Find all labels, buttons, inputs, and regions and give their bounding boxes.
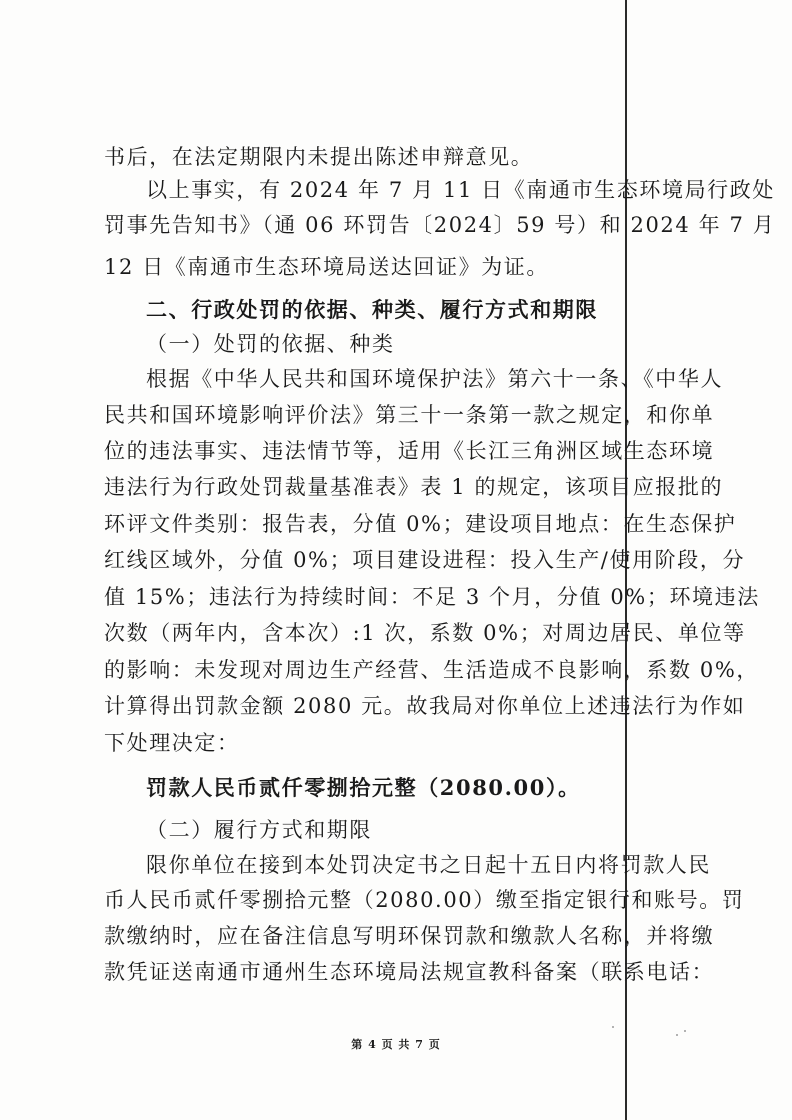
text-line-7: 根据《中华人民共和国环境保护法》第六十一条、《中华人: [146, 367, 724, 391]
text-line-13: 值 15%；违法行为持续时间：不足 3 个月，分值 0%；环境违法: [104, 585, 760, 609]
text-line-21: 币人民币贰仟零捌拾元整（2080.00）缴至指定银行和账号。罚: [104, 888, 745, 912]
subsection-heading-1: （一）处罚的依据、种类: [146, 332, 395, 356]
text-line-14: 次数（两年内，含本次）:1 次，系数 0%；对周边居民、单位等: [104, 621, 746, 645]
text-line-11: 环评文件类别：报告表，分值 0%；建设项目地点：在生态保护: [104, 512, 737, 536]
text-line-8: 民共和国环境影响评价法》第三十一条第一款之规定，和你单: [104, 403, 715, 427]
text-line-12: 红线区域外，分值 0%；项目建设进程：投入生产/使用阶段，分: [104, 548, 746, 572]
scan-speck: [676, 1034, 678, 1036]
scan-speck: [612, 1026, 614, 1028]
text-line-20: 限你单位在接到本处罚决定书之日起十五日内将罚款人民: [146, 853, 711, 877]
text-line-1: 书后，在法定期限内未提出陈述申辩意见。: [104, 145, 534, 169]
text-line-3: 罚事先告知书》（通 06 环罚告〔2024〕59 号）和 2024 年 7 月: [104, 213, 776, 237]
text-line-9: 位的违法事实、违法情节等，适用《长江三角洲区域生态环境: [104, 439, 715, 463]
text-line-2: 以上事实，有 2024 年 7 月 11 日《南通市生态环境局行政处: [146, 178, 775, 202]
text-line-15: 的影响：未发现对周边生产经营、生活造成不良影响，系数 0%，: [104, 658, 759, 682]
scan-speck: [684, 1030, 686, 1032]
text-line-10: 违法行为行政处罚裁量基准表》表 1 的规定，该项目应报批的: [104, 475, 724, 499]
penalty-amount-line: 罚款人民币贰仟零捌拾元整（2080.00）。: [146, 775, 581, 800]
text-line-16: 计算得出罚款金额 2080 元。故我局对你单位上述违法行为作如: [104, 694, 746, 718]
text-line-4: 12 日《南通市生态环境局送达回证》为证。: [104, 255, 549, 279]
text-line-17: 下处理决定：: [104, 731, 240, 755]
text-line-22: 款缴纳时，应在备注信息写明环保罚款和缴款人名称，并将缴: [104, 924, 715, 948]
text-line-23: 款凭证送南通市通州生态环境局法规宣教科备案（联系电话：: [104, 960, 715, 984]
subsection-heading-2: （二）履行方式和期限: [146, 818, 372, 842]
page-footer: 第 4 页 共 7 页: [351, 1038, 441, 1051]
section-heading: 二、行政处罚的依据、种类、履行方式和期限: [146, 297, 598, 322]
